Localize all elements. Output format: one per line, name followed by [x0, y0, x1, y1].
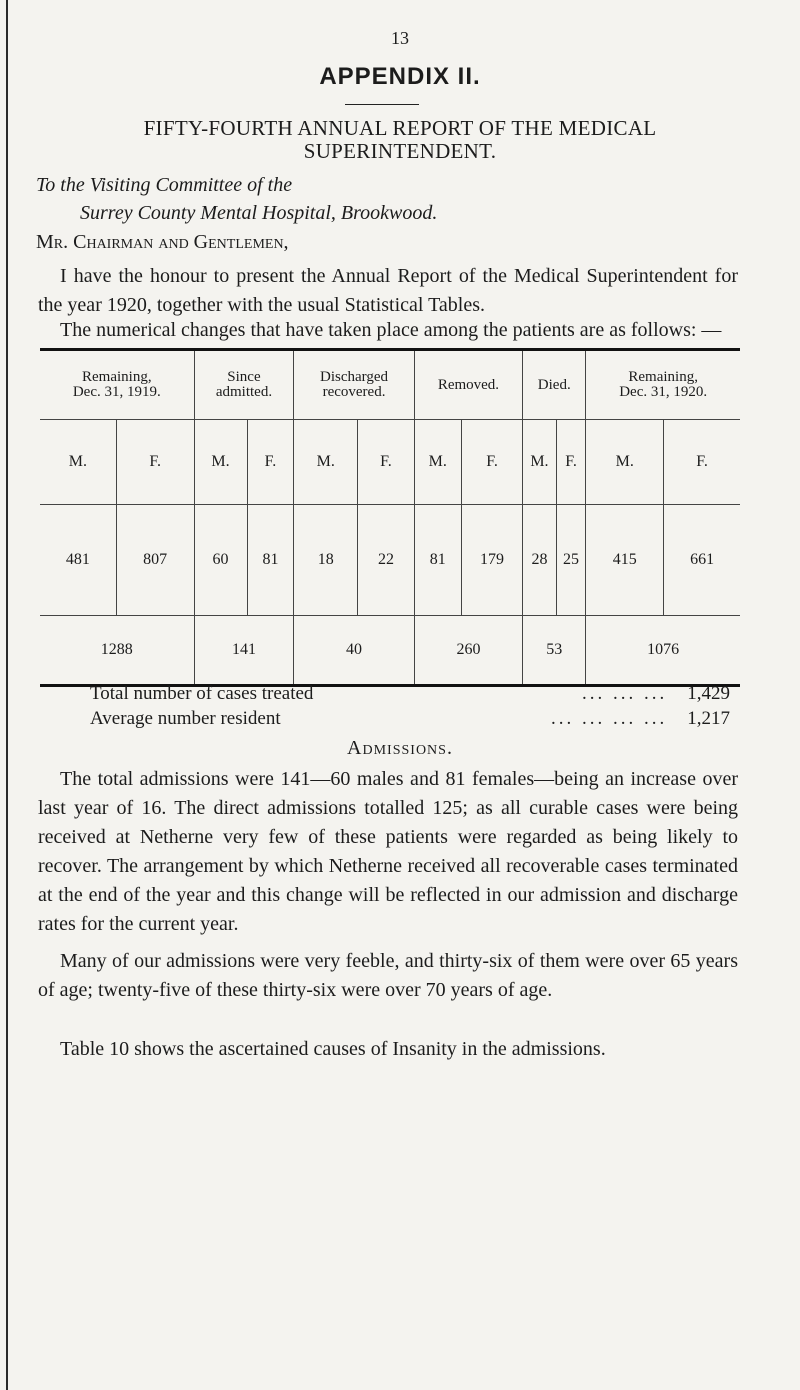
total-cell: 40	[294, 616, 414, 686]
header-died: Died.	[523, 350, 586, 420]
page-edge	[6, 0, 8, 1390]
admissions-paragraph-3: Table 10 shows the ascertained causes of Insanity in the admissions.	[60, 1038, 606, 1060]
header-discharged: Discharged recovered.	[294, 350, 414, 420]
leader-dots: ... ... ... ...	[551, 708, 668, 729]
admissions-heading: Admissions.	[347, 737, 453, 759]
table-cell: 81	[247, 505, 294, 616]
sex-label: M.	[523, 420, 557, 505]
sex-label: F.	[358, 420, 414, 505]
total-cell: 141	[194, 616, 294, 686]
sex-label: M.	[586, 420, 664, 505]
header-removed: Removed.	[414, 350, 522, 420]
sex-label: F.	[116, 420, 194, 505]
changes-paragraph: The numerical changes that have taken place among the patients are as follows: —	[60, 319, 722, 341]
total-cases-value: 1,429	[687, 683, 730, 704]
salutation: Mr. Chairman and Gentlemen,	[36, 231, 289, 253]
sex-label: F.	[556, 420, 586, 505]
average-resident-line	[90, 708, 730, 730]
total-cases-line	[90, 683, 730, 705]
table-cell: 22	[358, 505, 414, 616]
table-cell: 661	[664, 505, 740, 616]
table-cell: 415	[586, 505, 664, 616]
table-header-row	[40, 350, 740, 420]
sex-label: F.	[247, 420, 294, 505]
total-cell: 1076	[586, 616, 740, 686]
header-admitted: Since admitted.	[194, 350, 294, 420]
divider	[345, 104, 419, 105]
table-cell: 481	[40, 505, 116, 616]
header-remaining-1919: Remaining, Dec. 31, 1919.	[40, 350, 194, 420]
total-cases-label: Total number of cases treated	[90, 683, 314, 704]
table-cell: 60	[194, 505, 247, 616]
page-number: 13	[391, 28, 409, 48]
admissions-paragraph-2: Many of our admissions were very feeble, and thirty-six of them were over 65 years of age; twenty-five of these thirty-six were over 70 years of age.	[38, 950, 738, 1001]
address-line2: Surrey County Mental Hospital, Brookwood.	[80, 202, 438, 224]
sex-label: M.	[414, 420, 461, 505]
table-values-row	[40, 505, 740, 616]
appendix-title: APPENDIX II.	[319, 63, 481, 90]
leader-dots: ... ... ...	[582, 683, 668, 704]
sex-label: F.	[461, 420, 522, 505]
total-cell: 260	[414, 616, 522, 686]
sex-label: M.	[194, 420, 247, 505]
patient-changes-table	[40, 348, 740, 687]
sex-label: M.	[294, 420, 358, 505]
admissions-paragraph-1: The total admissions were 141—60 males and 81 females—being an increase over last year of 16. The direct admissions totalled 125; as all curable cases were being received at Netherne very few of these patients were regarded as being likely to recover. The arrangement by which Netherne received all recoverable cases terminated at the end of the year and this change will be reflected in our admission and discharge rates for the current year.	[38, 768, 738, 935]
table-cell: 25	[556, 505, 586, 616]
table-cell: 179	[461, 505, 522, 616]
header-remaining-1920: Remaining, Dec. 31, 1920.	[586, 350, 740, 420]
report-title-line1: FIFTY-FOURTH ANNUAL REPORT OF THE MEDICAL	[143, 116, 657, 140]
table-cell: 18	[294, 505, 358, 616]
table-cell: 807	[116, 505, 194, 616]
report-title-line2: SUPERINTENDENT.	[303, 139, 497, 163]
table-cell: 81	[414, 505, 461, 616]
address-line1: To the Visiting Committee of the	[36, 174, 293, 196]
intro-paragraph: I have the honour to present the Annual Report of the Medical Superintendent for the year 1920, together with the usual Statistical Tables.	[38, 265, 738, 316]
total-cell: 1288	[100, 641, 133, 658]
report-title	[30, 117, 770, 163]
sex-label: M.	[40, 420, 116, 505]
average-resident-value: 1,217	[687, 708, 730, 729]
table-cell: 28	[523, 505, 557, 616]
total-cell: 53	[523, 616, 586, 686]
table-sex-row	[40, 420, 740, 505]
average-resident-label: Average number resident	[90, 708, 281, 729]
table-totals-row	[40, 616, 740, 686]
sex-label: F.	[664, 420, 740, 505]
